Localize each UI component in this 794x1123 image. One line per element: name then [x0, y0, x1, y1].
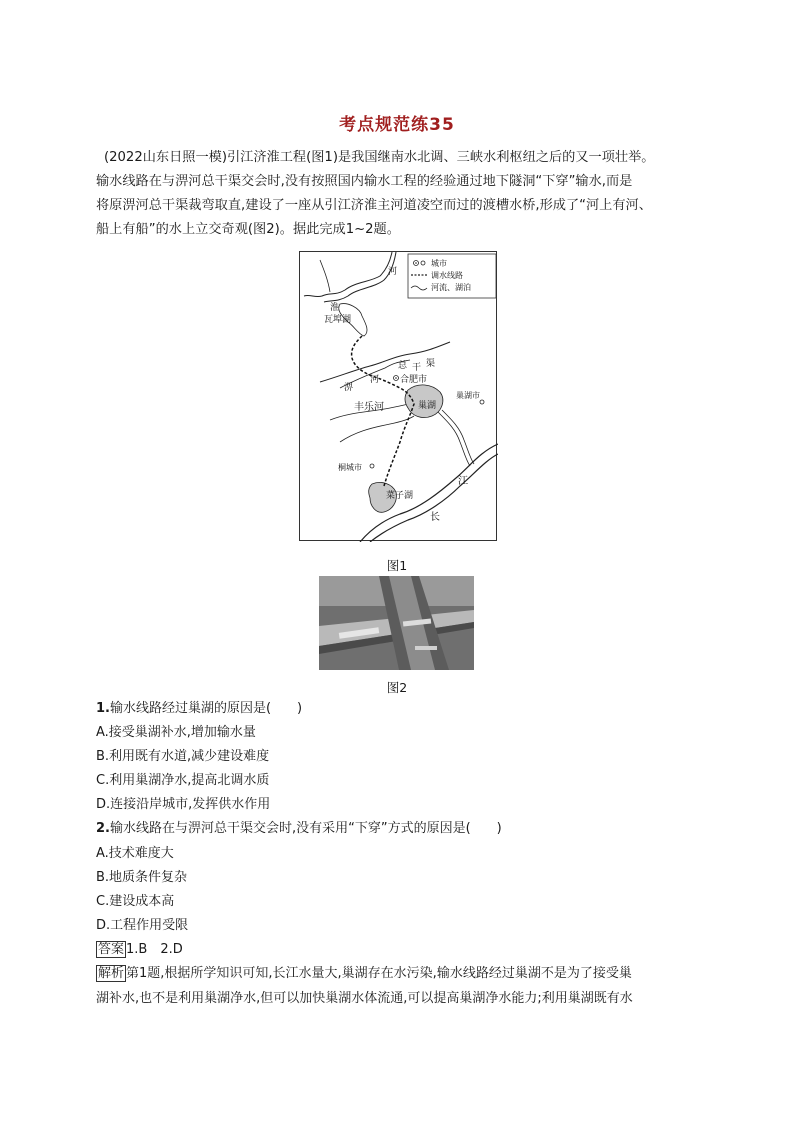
legend-route-label: 调水线路 [431, 271, 463, 280]
aqueduct-illustration [319, 576, 474, 670]
analysis-label: 解析 [98, 966, 125, 981]
question-1-stem [96, 698, 302, 720]
label-fengle: 丰乐河 [354, 402, 384, 413]
label-hefei: 合肥市 [400, 375, 428, 385]
label-qu: 渠 [426, 359, 436, 369]
question-2-option-b: B.地质条件复杂 [96, 870, 188, 885]
intro-line-2: 输水线路在与淠河总干渠交会时,没有按照国内输水工程的经验通过地下隧洞“下穿”输水,而是 [96, 174, 633, 189]
label-tongcheng: 桐城市 [338, 463, 362, 472]
question-2-stem [96, 818, 502, 840]
map-drawing [300, 252, 498, 542]
figure-2-caption: 图2 [386, 680, 408, 695]
answer-row [96, 939, 183, 961]
question-1-option-c: C.利用巢湖净水,提高北调水质 [96, 773, 270, 788]
legend-city-label: 城市 [431, 259, 447, 268]
question-2-number: 2. [96, 821, 110, 836]
label-he2: 河 [370, 375, 380, 385]
label-jiang: 江 [458, 476, 468, 487]
label-zong: 总 [398, 361, 408, 371]
tongcheng-city-icon [370, 464, 374, 468]
legend-river-label: 河流、湖泊 [431, 283, 471, 292]
question-1-text: 输水线路经过巢湖的原因是( ) [109, 701, 303, 716]
label-caizihu: 菜子湖 [386, 491, 414, 501]
intro-paragraph [96, 146, 706, 242]
figure-2-photo [319, 576, 474, 670]
question-1-option-a: A.接受巢湖补水,增加输水量 [96, 725, 256, 740]
intro-line-4: 船上有船”的水上立交奇观(图2)。据此完成1~2题。 [96, 222, 400, 237]
label-chaohu: 巢湖 [418, 401, 437, 411]
question-2-text: 输水线路在与淠河总干渠交会时,没有采用“下穿”方式的原因是( ) [109, 821, 502, 836]
analysis-line-1 [96, 963, 632, 985]
answer-label: 答案 [98, 942, 125, 957]
label-huai: 淮 [330, 303, 340, 313]
figure-1-map [299, 251, 497, 541]
question-1-option-d: D.连接沿岸城市,发挥供水作用 [96, 797, 271, 812]
question-2-option-d: D.工程作用受限 [96, 918, 189, 933]
label-wabuhu: 瓦埠湖 [324, 315, 352, 325]
analysis-text-1: 第1题,根据所学知识可知,长江水量大,巢湖存在水污染,输水线路经过巢湖不是为了接受巢 [126, 966, 632, 981]
label-he: 河 [388, 267, 398, 277]
label-chaohushi: 巢湖市 [456, 391, 480, 400]
answer-text: 1.B 2.D [126, 942, 183, 957]
question-2-option-c: C.建设成本高 [96, 894, 175, 909]
huai-river [304, 252, 392, 297]
question-1-option-b: B.利用既有水道,减少建设难度 [96, 749, 270, 764]
question-1-number: 1. [96, 701, 110, 716]
figure-1-caption: 图1 [386, 558, 408, 573]
label-pi: 淠 [344, 383, 354, 393]
page-title: 考点规范练35 [339, 115, 455, 135]
chaohu-city-icon [480, 400, 484, 404]
intro-line-3: 将原淠河总干渠裁弯取直,建设了一座从引江济淮主河道凌空而过的渡槽水桥,形成了“河上有河、 [96, 198, 652, 213]
question-2-option-a: A.技术难度大 [96, 846, 174, 861]
intro-line-1: (2022山东日照一模)引江济淮工程(图1)是我国继南水北调、三峡水利枢纽之后的又一项壮举。 [104, 150, 655, 165]
label-gan: 干 [412, 363, 422, 373]
analysis-line-2: 湖补水,也不是利用巢湖净水,但可以加快巢湖水体流通,可以提高巢湖净水能力;利用巢湖既有水 [96, 991, 633, 1006]
label-chang: 长 [430, 512, 440, 523]
